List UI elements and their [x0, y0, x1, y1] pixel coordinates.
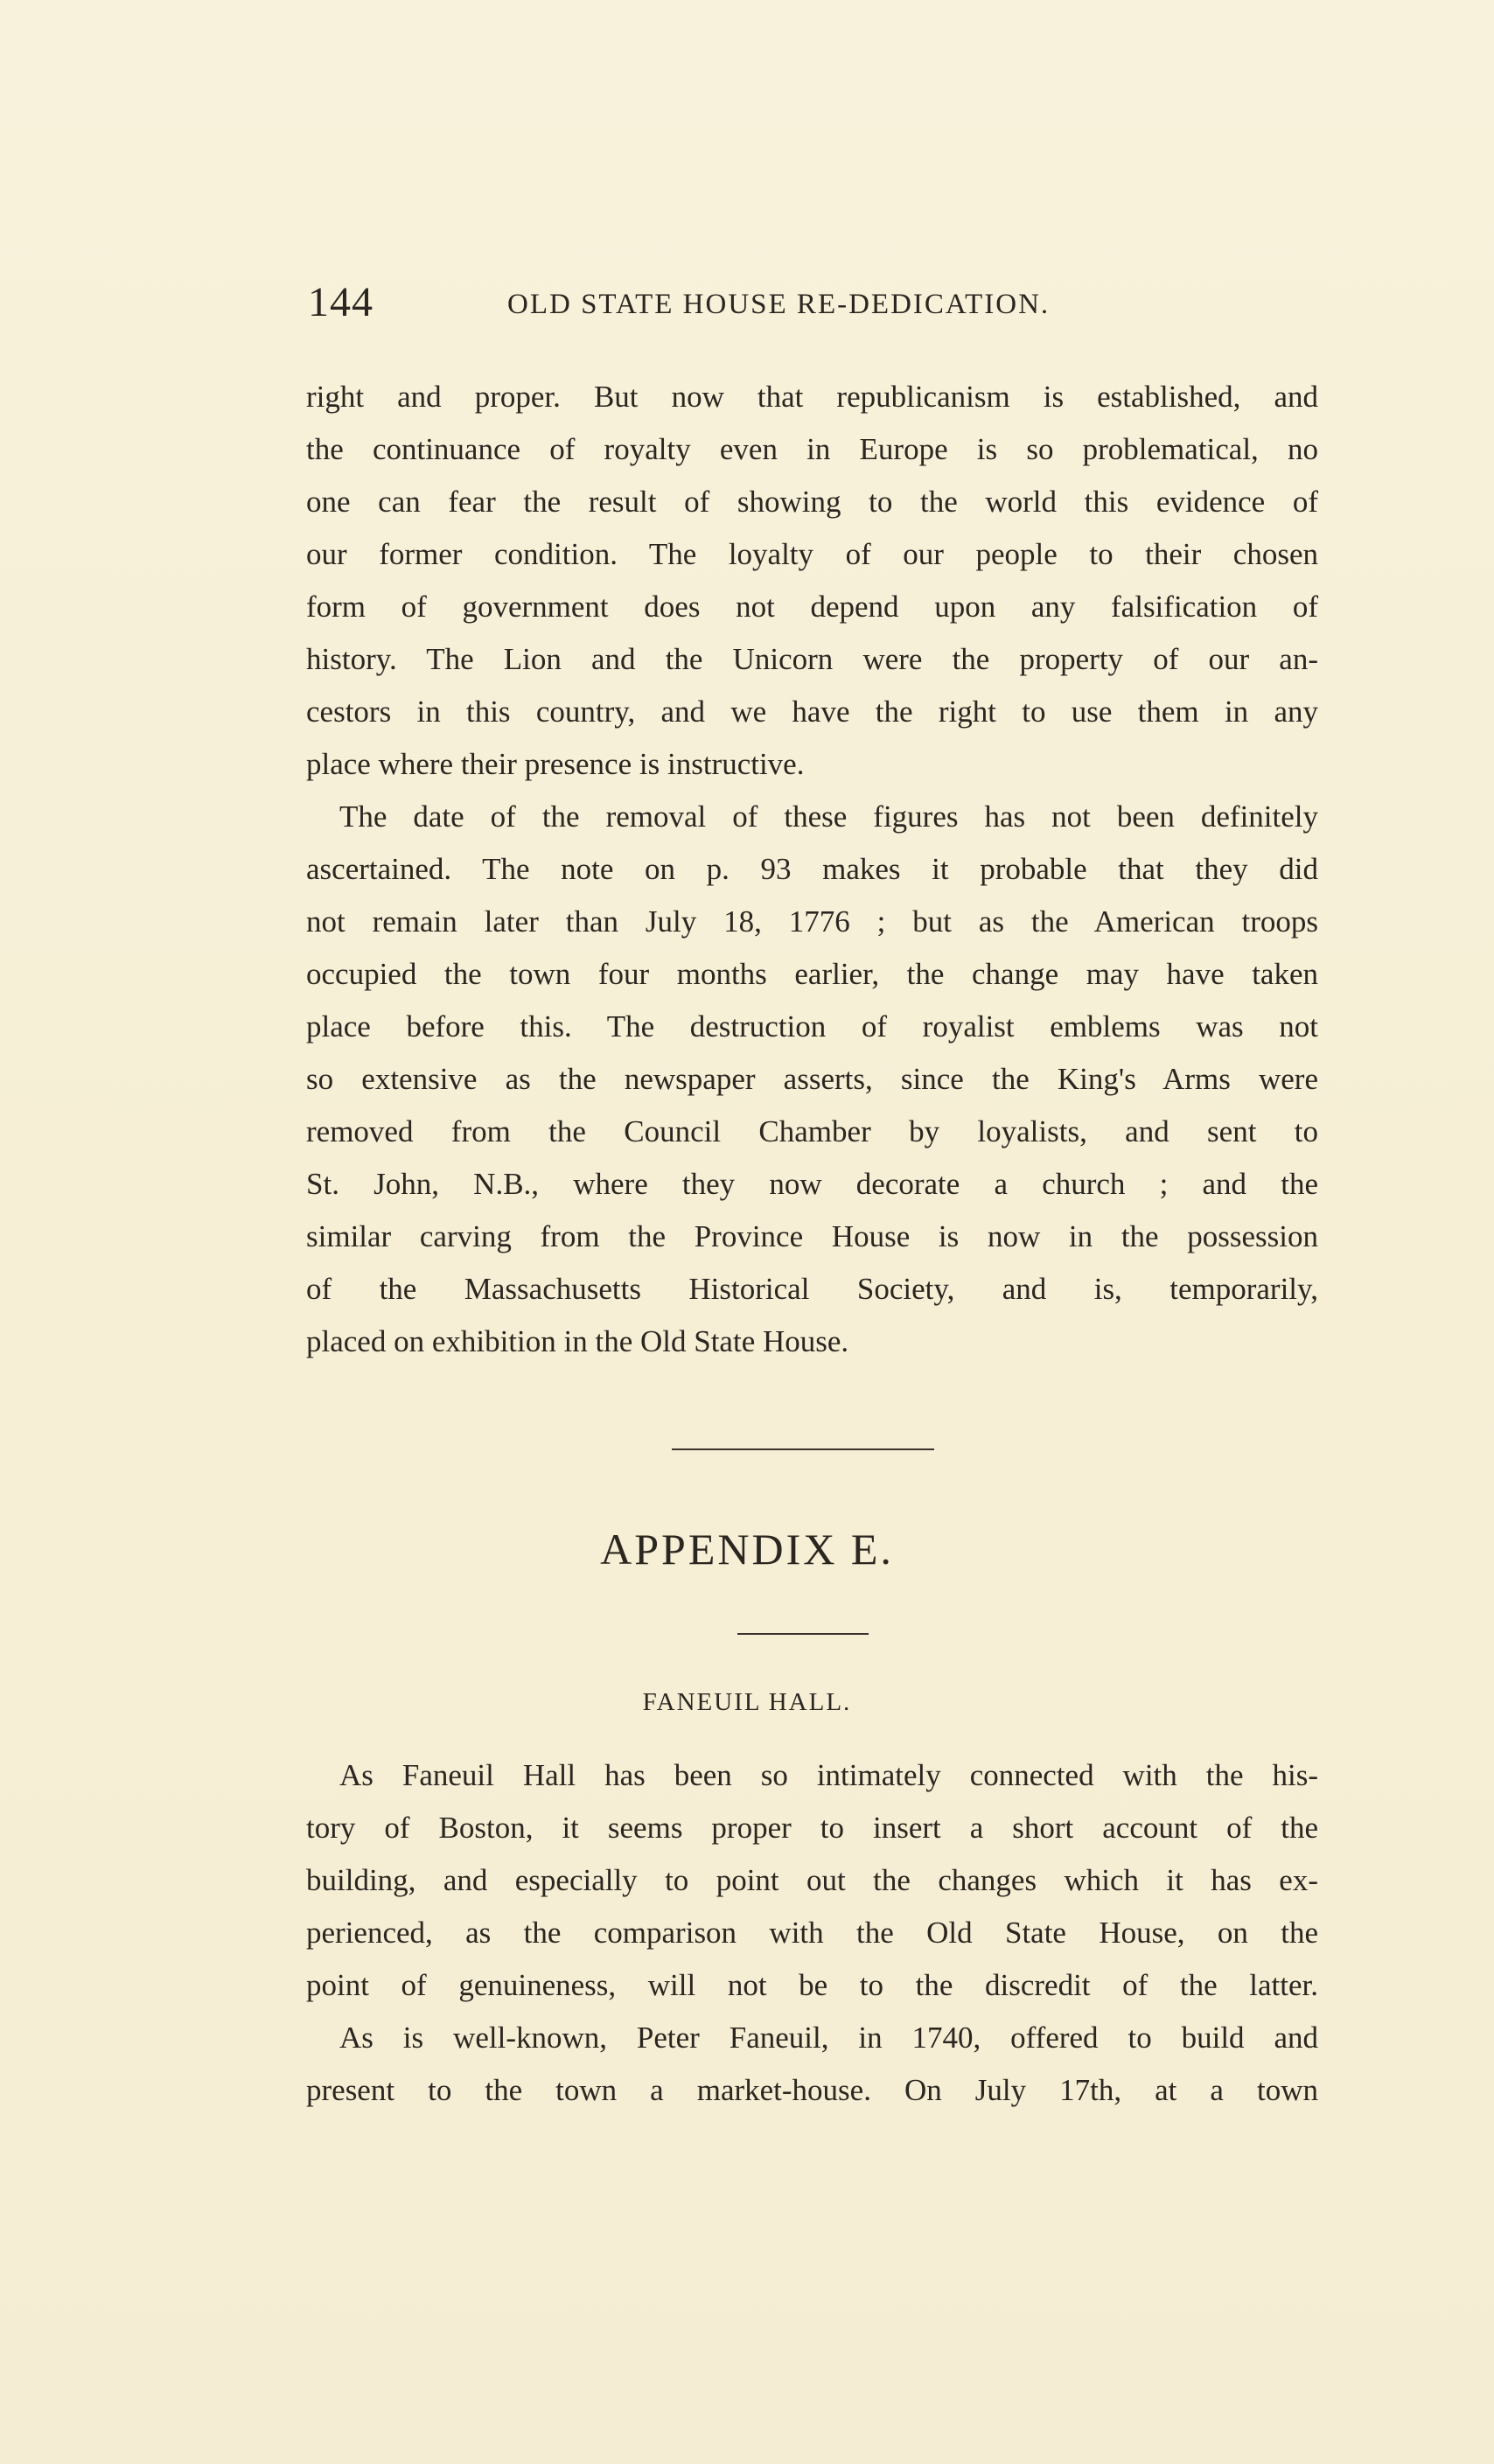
section-divider: [672, 1448, 934, 1450]
text-line: one can fear the result of showing to the world this evidence of: [306, 485, 1318, 519]
text-line: As Faneuil Hall has been so intimately connected with the his-: [339, 1758, 1318, 1792]
text-line: place before this. The destruction of royalist emblems was not: [306, 1009, 1318, 1044]
text-line: As is well-known, Peter Faneuil, in 1740, offered to build and: [339, 2021, 1318, 2055]
text-line: cestors in this country, and we have the right to use them in any: [306, 695, 1318, 729]
text-line: ascertained. The note on p. 93 makes it probable that they did: [306, 852, 1318, 886]
text-line: so extensive as the newspaper asserts, since the King's Arms were: [306, 1062, 1318, 1096]
section-title: FANEUIL HALL.: [642, 1688, 852, 1716]
text-line: placed on exhibition in the Old State House.: [306, 1324, 849, 1358]
text-line: present to the town a market-house. On July 17th, at a town: [306, 2073, 1318, 2107]
body-text-continuation: [306, 371, 1318, 1368]
page-number: 144: [308, 279, 374, 325]
text-line: form of government does not depend upon any falsification of: [306, 590, 1318, 624]
title-underline: [737, 1633, 869, 1635]
text-line: tory of Boston, it seems proper to insert a short account of the: [306, 1811, 1318, 1845]
text-line: of the Massachusetts Historical Society, and is, temporarily,: [306, 1272, 1318, 1306]
text-line: similar carving from the Province House is now in the possession: [306, 1219, 1318, 1253]
text-line: perienced, as the comparison with the Old State House, on the: [306, 1916, 1318, 1950]
running-title: OLD STATE HOUSE RE-DEDICATION.: [507, 289, 1051, 320]
appendix-title: APPENDIX E.: [600, 1525, 894, 1574]
text-line: place where their presence is instructive.: [306, 747, 805, 781]
appendix-body-text: [306, 1749, 1318, 2117]
text-line: The date of the removal of these figures has not been definitely: [339, 799, 1318, 834]
text-line: building, and especially to point out the changes which it has ex-: [306, 1863, 1318, 1897]
running-head: [308, 278, 1183, 331]
text-line: removed from the Council Chamber by loyalists, and sent to: [306, 1114, 1318, 1148]
text-line: occupied the town four months earlier, the change may have taken: [306, 957, 1318, 991]
text-line: history. The Lion and the Unicorn were the property of our an-: [306, 642, 1318, 676]
text-line: not remain later than July 18, 1776 ; but as the American troops: [306, 904, 1318, 939]
text-line: our former condition. The loyalty of our people to their chosen: [306, 537, 1318, 571]
text-line: right and proper. But now that republicanism is established, and: [306, 380, 1318, 414]
text-line: St. John, N.B., where they now decorate a church ; and the: [306, 1167, 1318, 1201]
text-line: point of genuineness, will not be to the discredit of the latter.: [306, 1968, 1318, 2002]
text-line: the continuance of royalty even in Europe is so problematical, no: [306, 432, 1318, 466]
